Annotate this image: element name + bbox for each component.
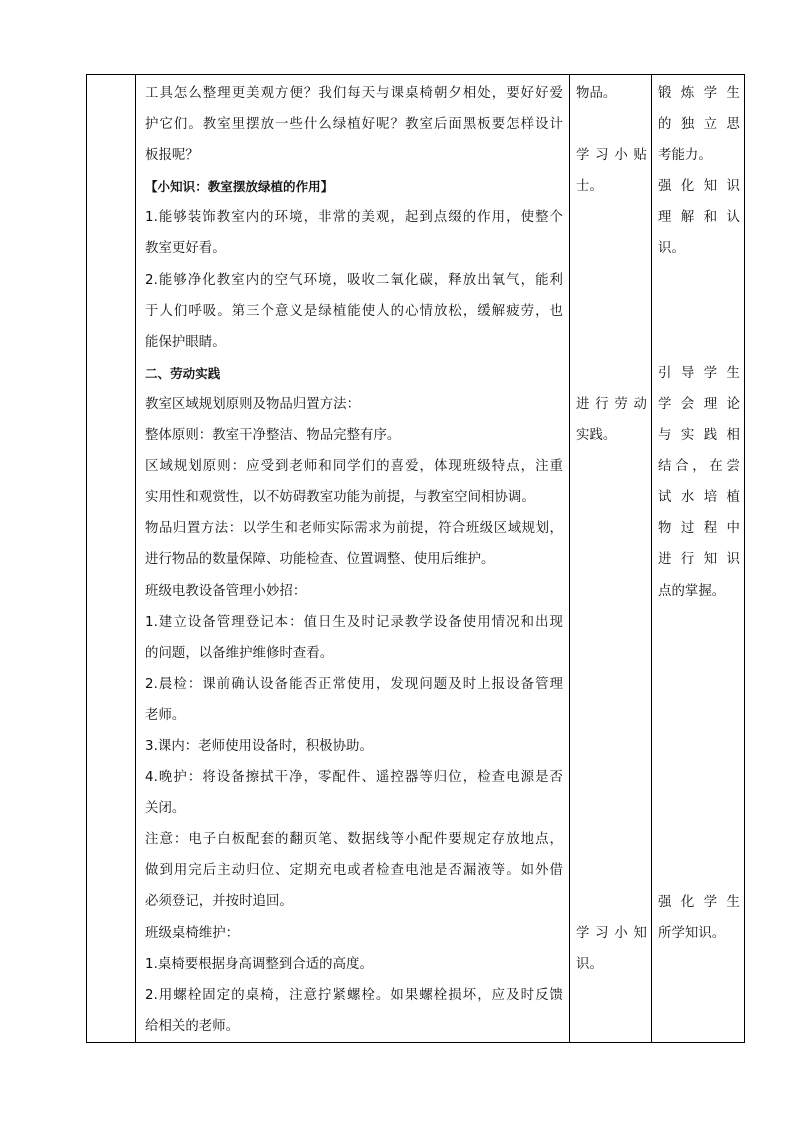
activity-line: 进行劳动 — [576, 396, 647, 412]
intent-line: 物过程中 — [658, 521, 740, 537]
intent-line: 试水培植 — [658, 490, 740, 506]
intent-line: 强化学生 — [658, 894, 740, 910]
list-item: 2.晨检：课前确认设备能否正常使用，发现问题及时上报设备管理 — [145, 676, 563, 692]
intent-line: 的独立思 — [658, 117, 740, 133]
section-heading: 二、劳动实践 — [145, 365, 221, 381]
activity-line: 学习小知 — [576, 925, 647, 941]
list-item: 3.课内：老师使用设备时，积极协助。 — [145, 738, 373, 754]
intro-line: 工具怎么整理更美观方便？我们每天与课桌椅朝夕相处，要好好爱 — [145, 86, 563, 101]
intent-line: 结合，在尝 — [658, 459, 740, 475]
note-line: 做到用完后主动归位、定期充电或者检查电池是否漏液等。如外借 — [145, 863, 563, 879]
paragraph-line: 整体原则：教室干净整洁、物品完整有序。 — [145, 428, 401, 444]
stage-cell — [87, 75, 136, 1043]
paragraph-line: 物品归置方法：以学生和老师实际需求为前提，符合班级区域规划， — [145, 521, 563, 537]
activity-line: 实践。 — [576, 428, 617, 444]
list-item: 关闭。 — [145, 801, 186, 817]
intent-line: 理解和认 — [658, 210, 740, 226]
list-item: 给相关的老师。 — [145, 1018, 240, 1034]
paragraph-line: 班级桌椅维护： — [145, 925, 240, 941]
paragraph-line: 进行物品的数量保障、功能检查、位置调整、使用后维护。 — [145, 552, 495, 568]
intent-line: 锻炼学生 — [658, 86, 740, 101]
intent-line: 进行知识 — [658, 552, 740, 568]
list-item: 的问题，以备维护维修时查看。 — [145, 645, 334, 661]
intent-line: 引导学生 — [658, 365, 740, 381]
tip-line: 于人们呼吸。第三个意义是绿植能使人的心情放松，缓解疲劳，也 — [145, 303, 563, 319]
tip-line: 教室更好看。 — [145, 241, 226, 257]
activity-line: 学习小贴 — [576, 148, 647, 164]
list-item: 1.建立设备管理登记本：值日生及时记录教学设备使用情况和出现 — [145, 614, 563, 630]
table-row — [87, 75, 745, 1043]
list-item: 1.桌椅要根据身高调整到合适的高度。 — [145, 956, 373, 972]
activity-line: 士。 — [576, 179, 603, 195]
list-item: 4.晚护：将设备擦拭干净，零配件、遥控器等归位，检查电源是否 — [145, 770, 563, 786]
paragraph-line: 实用性和观赏性，以不妨碍教室功能为前提，与教室空间相协调。 — [145, 490, 535, 506]
activity-line: 识。 — [576, 956, 603, 972]
intro-line: 护它们。教室里摆放一些什么绿植好呢？教室后面黑板要怎样设计 — [145, 117, 563, 133]
tip-line: 1.能够装饰教室内的环境，非常的美观，起到点缀的作用，使整个 — [145, 210, 563, 226]
paragraph-line: 教室区域规划原则及物品归置方法： — [145, 396, 361, 412]
intro-line: 板报呢？ — [145, 148, 199, 164]
tip-heading: 【小知识：教室摆放绿植的作用】 — [145, 179, 334, 195]
content-cell — [136, 75, 570, 1043]
list-item: 老师。 — [145, 707, 186, 723]
intent-line: 所学知识。 — [658, 925, 726, 941]
intent-line: 与实践相 — [658, 428, 740, 444]
intent-line: 考能力。 — [658, 148, 712, 164]
intent-line: 学会理论 — [658, 396, 740, 412]
tip-line: 能保护眼睛。 — [145, 334, 226, 350]
activity-cell — [570, 75, 652, 1043]
tip-line: 2.能够净化教室内的空气环境，吸收二氧化碳，释放出氧气，能利 — [145, 272, 563, 288]
paragraph-line: 班级电教设备管理小妙招： — [145, 583, 307, 599]
intent-line: 点的掌握。 — [658, 583, 726, 599]
intent-cell — [652, 75, 745, 1043]
activity-line: 物品。 — [576, 86, 617, 101]
list-item: 2.用螺栓固定的桌椅，注意拧紧螺栓。如果螺栓损坏，应及时反馈 — [145, 987, 563, 1003]
note-line: 必须登记，并按时追回。 — [145, 894, 293, 910]
intent-line: 识。 — [658, 241, 685, 257]
lesson-table — [86, 74, 745, 1043]
note-line: 注意：电子白板配套的翻页笔、数据线等小配件要规定存放地点， — [145, 832, 563, 848]
paragraph-line: 区域规划原则：应受到老师和同学们的喜爱，体现班级特点，注重 — [145, 459, 563, 475]
intent-line: 强化知识 — [658, 179, 740, 195]
